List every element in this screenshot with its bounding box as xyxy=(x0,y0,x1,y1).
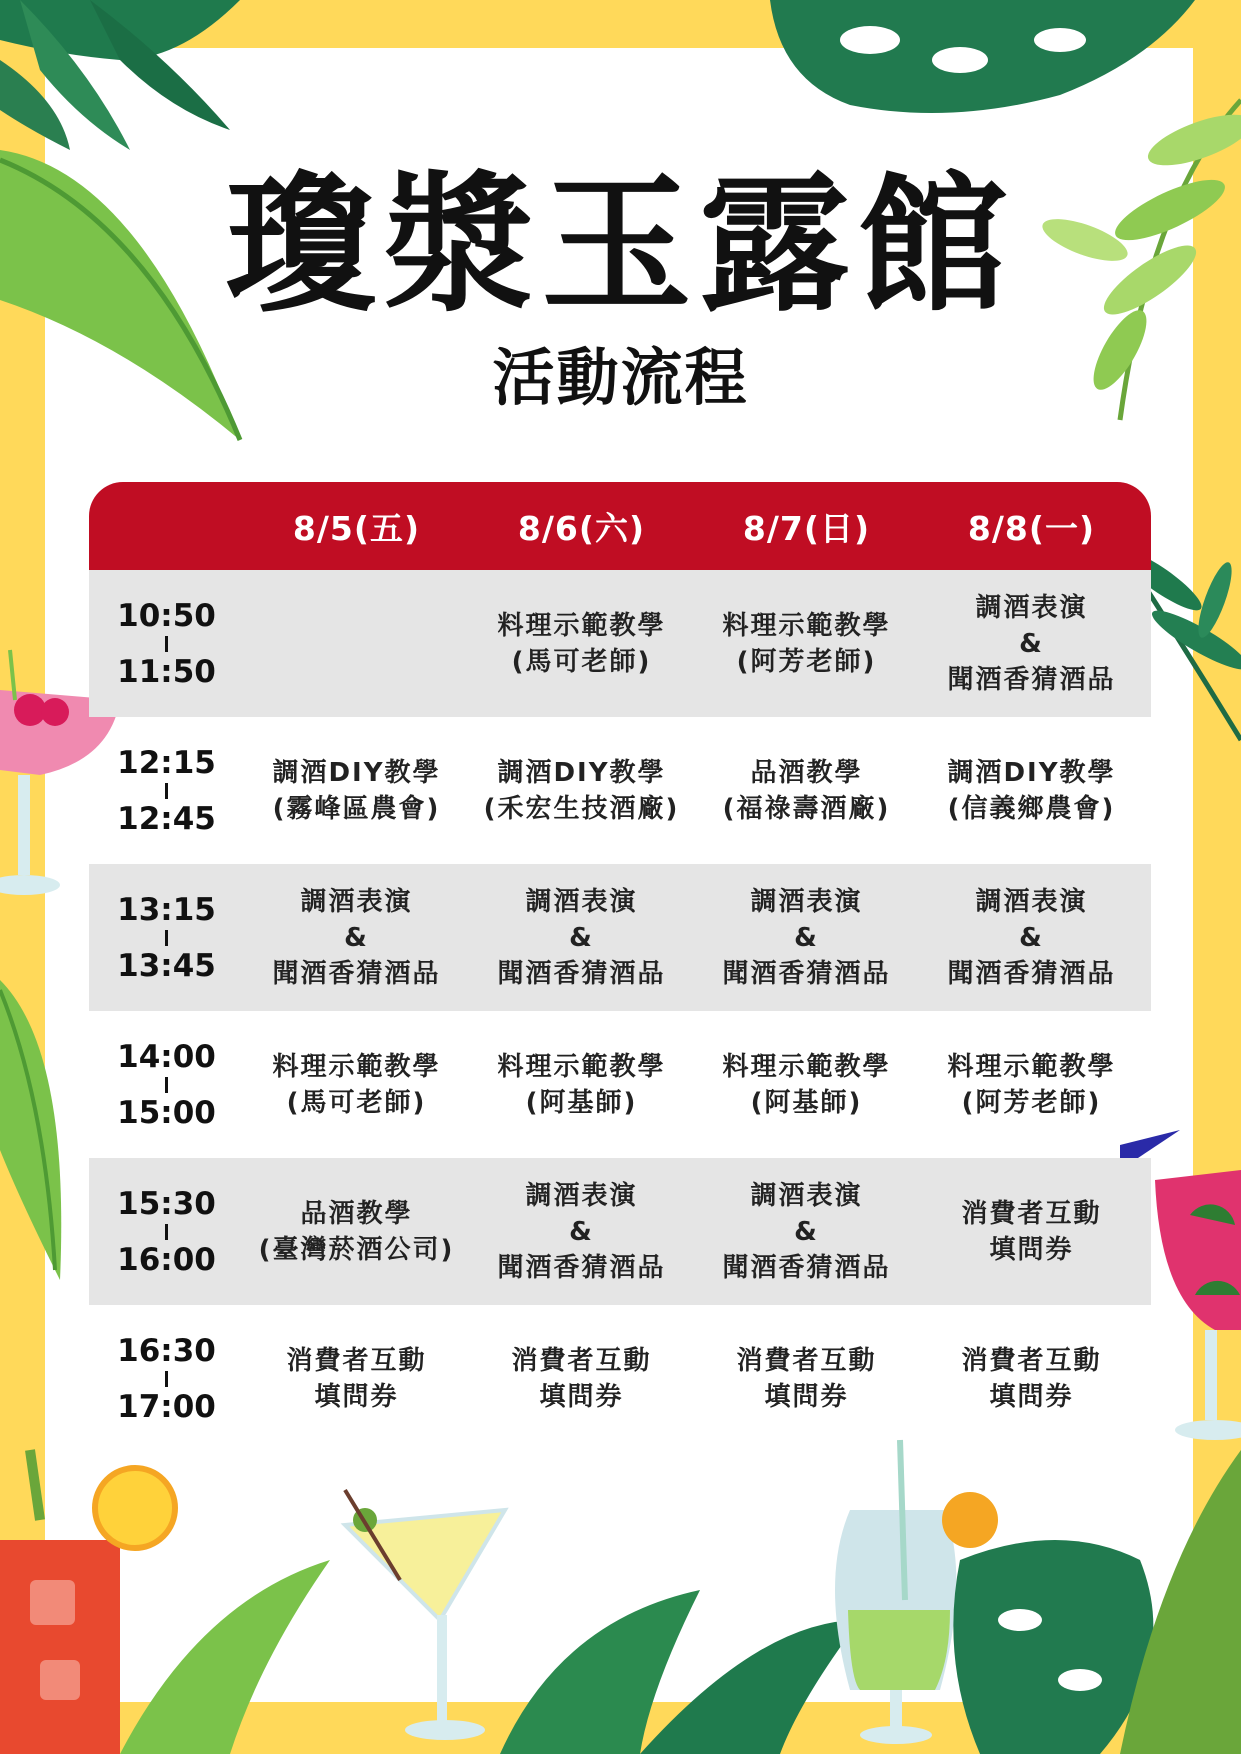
event-line: 調酒DIY教學 xyxy=(947,757,1116,788)
event-line: 聞酒香猜酒品 xyxy=(272,958,441,989)
event-cell xyxy=(244,884,469,992)
main-title: 瓊漿玉露館 xyxy=(225,157,1016,333)
day-header: 8/7(日) xyxy=(742,508,871,548)
event-line: 填問券 xyxy=(314,1381,399,1412)
time-separator xyxy=(165,930,168,946)
event-line: 消費者互動 xyxy=(961,1198,1102,1229)
event-line: 聞酒香猜酒品 xyxy=(497,1252,666,1283)
time-slot xyxy=(89,1039,244,1131)
event-line: 調酒DIY教學 xyxy=(272,757,441,788)
event-cell xyxy=(694,884,919,992)
event-line: 聞酒香猜酒品 xyxy=(947,958,1116,989)
time-slot xyxy=(89,598,244,690)
event-cell xyxy=(469,1343,694,1415)
event-line: 料理示範教學 xyxy=(497,1051,666,1082)
table-row xyxy=(89,717,1151,864)
event-line: (阿芳老師) xyxy=(961,1087,1102,1118)
event-cell xyxy=(469,755,694,827)
time-slot xyxy=(89,1333,244,1425)
event-line: 品酒教學 xyxy=(300,1198,413,1229)
event-line: 品酒教學 xyxy=(750,757,863,788)
end-time: 12:45 xyxy=(117,800,216,837)
time-separator xyxy=(165,636,168,652)
table-row xyxy=(89,1305,1151,1452)
time-separator xyxy=(165,783,168,799)
event-cell xyxy=(919,1196,1144,1268)
event-line: (馬可老師) xyxy=(511,646,652,677)
event-cell xyxy=(919,1343,1144,1415)
event-line: & xyxy=(569,922,594,953)
time-slot xyxy=(89,745,244,837)
event-cell xyxy=(694,755,919,827)
start-time: 13:15 xyxy=(117,891,216,928)
start-time: 10:50 xyxy=(117,597,216,634)
event-line: 聞酒香猜酒品 xyxy=(497,958,666,989)
palm-leaf-icon xyxy=(0,0,240,150)
bottom-monstera-icon xyxy=(953,1450,1241,1754)
event-line: (臺灣菸酒公司) xyxy=(258,1234,455,1265)
event-line: 調酒表演 xyxy=(750,886,863,917)
event-line: 填問券 xyxy=(764,1381,849,1412)
event-line: (阿基師) xyxy=(750,1087,863,1118)
event-line: (霧峰區農會) xyxy=(272,793,441,824)
time-slot xyxy=(89,1186,244,1278)
event-line: & xyxy=(344,922,369,953)
time-separator xyxy=(165,1077,168,1093)
event-line: 料理示範教學 xyxy=(497,610,666,641)
event-line: 調酒表演 xyxy=(975,592,1088,623)
event-cell xyxy=(919,1049,1144,1121)
time-separator xyxy=(165,1224,168,1240)
time-header-blank xyxy=(89,482,244,570)
end-time: 13:45 xyxy=(117,947,216,984)
left-leaf-icon xyxy=(0,980,61,1280)
event-line: 消費者互動 xyxy=(511,1345,652,1376)
start-time: 15:30 xyxy=(117,1185,216,1222)
event-cell xyxy=(469,608,694,680)
start-time: 14:00 xyxy=(117,1038,216,1075)
event-line: 聞酒香猜酒品 xyxy=(722,958,891,989)
event-line: 填問券 xyxy=(989,1234,1074,1265)
time-slot xyxy=(89,892,244,984)
table-row xyxy=(89,1011,1151,1158)
event-line: 料理示範教學 xyxy=(272,1051,441,1082)
event-cell xyxy=(694,1343,919,1415)
day-header: 8/5(五) xyxy=(292,508,421,548)
start-time: 16:30 xyxy=(117,1332,216,1369)
event-line: 料理示範教學 xyxy=(722,610,891,641)
event-line: (福祿壽酒廠) xyxy=(722,793,891,824)
event-cell xyxy=(244,1343,469,1415)
event-line: & xyxy=(794,922,819,953)
event-line: 料理示範教學 xyxy=(947,1051,1116,1082)
event-line: (阿芳老師) xyxy=(736,646,877,677)
event-line: & xyxy=(569,1216,594,1247)
start-time: 12:15 xyxy=(117,744,216,781)
event-line: 填問券 xyxy=(539,1381,624,1412)
monstera-leaf-icon xyxy=(770,0,1195,113)
event-cell xyxy=(244,1196,469,1268)
event-line: & xyxy=(1019,628,1044,659)
event-line: 調酒表演 xyxy=(750,1180,863,1211)
event-line: (禾宏生技酒廠) xyxy=(483,793,680,824)
event-line: (信義鄉農會) xyxy=(947,793,1116,824)
event-line: (阿基師) xyxy=(525,1087,638,1118)
event-line: & xyxy=(1019,922,1044,953)
table-row xyxy=(89,864,1151,1011)
event-cell xyxy=(919,884,1144,992)
event-line: 聞酒香猜酒品 xyxy=(722,1252,891,1283)
day-header: 8/8(一) xyxy=(967,508,1096,548)
event-cell xyxy=(469,884,694,992)
event-cell xyxy=(244,755,469,827)
event-line: 調酒表演 xyxy=(525,886,638,917)
sub-title: 活動流程 xyxy=(492,341,749,414)
time-separator xyxy=(165,1371,168,1387)
event-cell xyxy=(694,1178,919,1286)
event-line: 聞酒香猜酒品 xyxy=(947,664,1116,695)
event-cell xyxy=(469,1049,694,1121)
event-line: 調酒表演 xyxy=(300,886,413,917)
event-line: 消費者互動 xyxy=(961,1345,1102,1376)
event-line: 消費者互動 xyxy=(286,1345,427,1376)
event-line: (馬可老師) xyxy=(286,1087,427,1118)
end-time: 17:00 xyxy=(117,1388,216,1425)
event-line: 調酒表演 xyxy=(975,886,1088,917)
day-header: 8/6(六) xyxy=(517,508,646,548)
event-cell xyxy=(244,1049,469,1121)
event-line: 料理示範教學 xyxy=(722,1051,891,1082)
bottom-leaf-icon xyxy=(120,1560,860,1754)
event-line: 調酒表演 xyxy=(525,1180,638,1211)
schedule-header xyxy=(89,482,1151,570)
event-line: 調酒DIY教學 xyxy=(497,757,666,788)
event-line: 填問券 xyxy=(989,1381,1074,1412)
event-line: & xyxy=(794,1216,819,1247)
table-row xyxy=(89,570,1151,717)
end-time: 15:00 xyxy=(117,1094,216,1131)
martini-icon xyxy=(345,1490,505,1740)
event-cell xyxy=(694,608,919,680)
end-time: 16:00 xyxy=(117,1241,216,1278)
event-cell xyxy=(694,1049,919,1121)
schedule-table xyxy=(89,482,1151,1452)
end-time: 11:50 xyxy=(117,653,216,690)
table-row xyxy=(89,1158,1151,1305)
event-line: 消費者互動 xyxy=(736,1345,877,1376)
event-cell xyxy=(919,590,1144,698)
event-cell xyxy=(919,755,1144,827)
event-cell xyxy=(469,1178,694,1286)
schedule-rows xyxy=(89,570,1151,1452)
